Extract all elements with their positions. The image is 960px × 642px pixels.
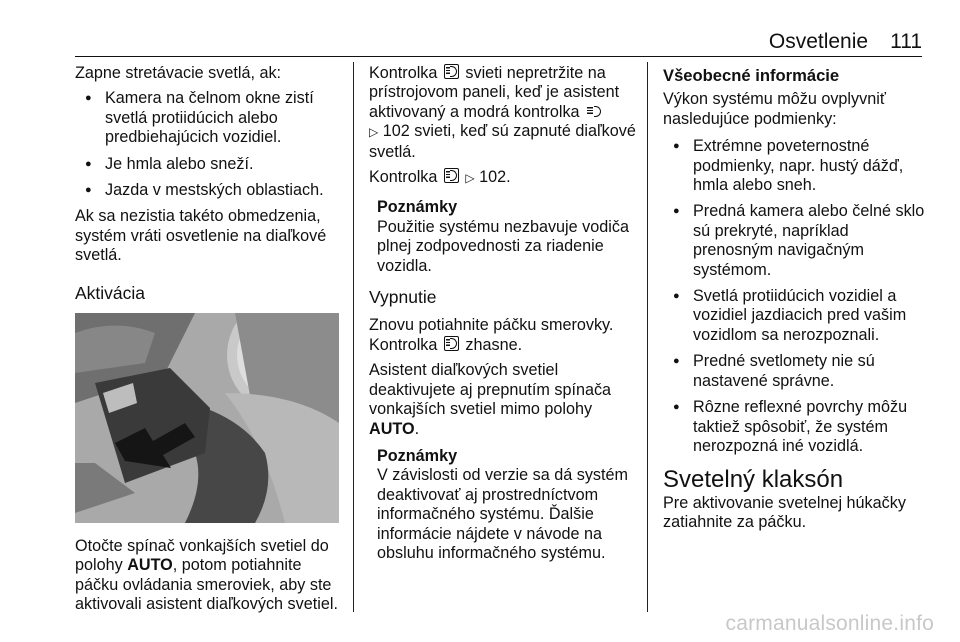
column-divider-1 xyxy=(353,62,354,612)
section-heading-flash: Svetelný klaksón xyxy=(663,466,844,494)
page-ref-link[interactable]: 102. xyxy=(479,168,511,187)
list-item: ● Kamera na čelnom okne zistí svetlá protiidúcich alebo predbiehajúcich vozidiel. xyxy=(75,89,343,147)
page-header xyxy=(769,30,922,54)
section-heading-general: Všeobecné informácie xyxy=(663,66,840,85)
column-2 xyxy=(369,64,637,571)
note-text: V závislosti od verzie sa dá systém deaktivovať aj prostredníctvom informačného systému. Ďalšie informácie nájdete v návode na obsluhu informačného systému. xyxy=(377,466,629,562)
general-intro: Výkon systému môžu ovplyvniť nasledujúce podmienky: xyxy=(663,90,886,128)
auto-label: AUTO xyxy=(127,556,173,575)
list-item: ● Svetlá protiidúcich vozidiel a vozidiel jazdiacich pred vašim vozidlom sa nerozpoznali. xyxy=(663,287,927,345)
conditions-list xyxy=(75,89,343,200)
column-1 xyxy=(75,64,343,621)
column-divider-2 xyxy=(647,62,648,612)
list-item: ● Predné svetlomety nie sú nastavené správne. xyxy=(663,352,927,391)
note-text: Použitie systému nezbavuje vodiča plnej zodpovednosti za riadenie vozidla. xyxy=(377,217,629,275)
list-item: ● Extrémne poveternostné podmienky, napr. hustý dážď, hmla alebo sneh. xyxy=(663,137,927,195)
list-item: ● Predná kamera alebo čelné sklo sú prekryté, napríklad prenosným navigačným systémom. xyxy=(663,202,927,280)
page-ref-link[interactable]: 102 xyxy=(382,122,410,141)
high-beam-assist-icon xyxy=(444,168,459,183)
deactivation-alt-text: Asistent diaľkových svetiel deaktivujete aj prepnutím spínača vonkajších svetiel mimo polohy AUTO. xyxy=(369,361,612,438)
high-beam-assist-icon xyxy=(444,64,459,79)
lever-photo xyxy=(75,313,339,523)
flash-text: Pre aktivovanie svetelnej húkačky zatiahnite za páčku. xyxy=(663,493,906,532)
page-ref-arrow-icon: ▷ xyxy=(369,125,379,140)
section-heading-deactivation: Vypnutie xyxy=(369,287,437,308)
high-beam-assist-icon xyxy=(444,336,459,351)
column-3 xyxy=(663,64,927,539)
after-text: Ak sa nezistia takéto obmedzenia, systém vráti osvetlenie na diaľkové svetlá. xyxy=(75,207,327,265)
list-item: ● Je hmla alebo sneží. xyxy=(75,155,343,174)
note-box xyxy=(377,447,637,563)
section-heading-activation: Aktivácia xyxy=(75,282,146,303)
note-title: Poznámky xyxy=(377,446,458,465)
page-title: Osvetlenie xyxy=(768,30,869,53)
page-number: 111 xyxy=(890,30,922,53)
watermark: carmanualsonline.info xyxy=(725,612,934,635)
intro-text: Zapne stretávacie svetlá, ak: xyxy=(75,64,282,82)
list-item: ● Jazda v mestských oblastiach. xyxy=(75,181,343,200)
note-title: Poznámky xyxy=(377,198,458,217)
note-box xyxy=(377,198,637,276)
deactivation-text: Znovu potiahnite páčku smerovky. Kontrolka zhasne. xyxy=(369,316,614,354)
page-ref-arrow-icon: ▷ xyxy=(465,171,475,186)
conditions-list xyxy=(663,137,927,456)
high-beam-icon xyxy=(586,105,602,118)
header-rule xyxy=(75,56,922,57)
list-item: ● Rôzne reflexné povrchy môžu taktiež spôsobiť, že systém nerozpozná iné vozidlá. xyxy=(663,398,927,456)
indicator-paragraph: Kontrolka svieti nepretržite na prístrojovom paneli, keď je asistent aktivovaný a modrá kontrolka ▷ 102 svieti, keď sú zapnuté diaľkové svetlá. xyxy=(369,64,636,161)
caption-text: Otočte spínač vonkajších svetiel do polohy AUTO, potom potiahnite páčku ovládania smeroviek, aby ste aktivovali asistent diaľkových svetiel. xyxy=(75,537,338,614)
indicator-ref-paragraph: Kontrolka ▷ 102. xyxy=(369,168,511,187)
auto-label: AUTO xyxy=(369,419,415,438)
